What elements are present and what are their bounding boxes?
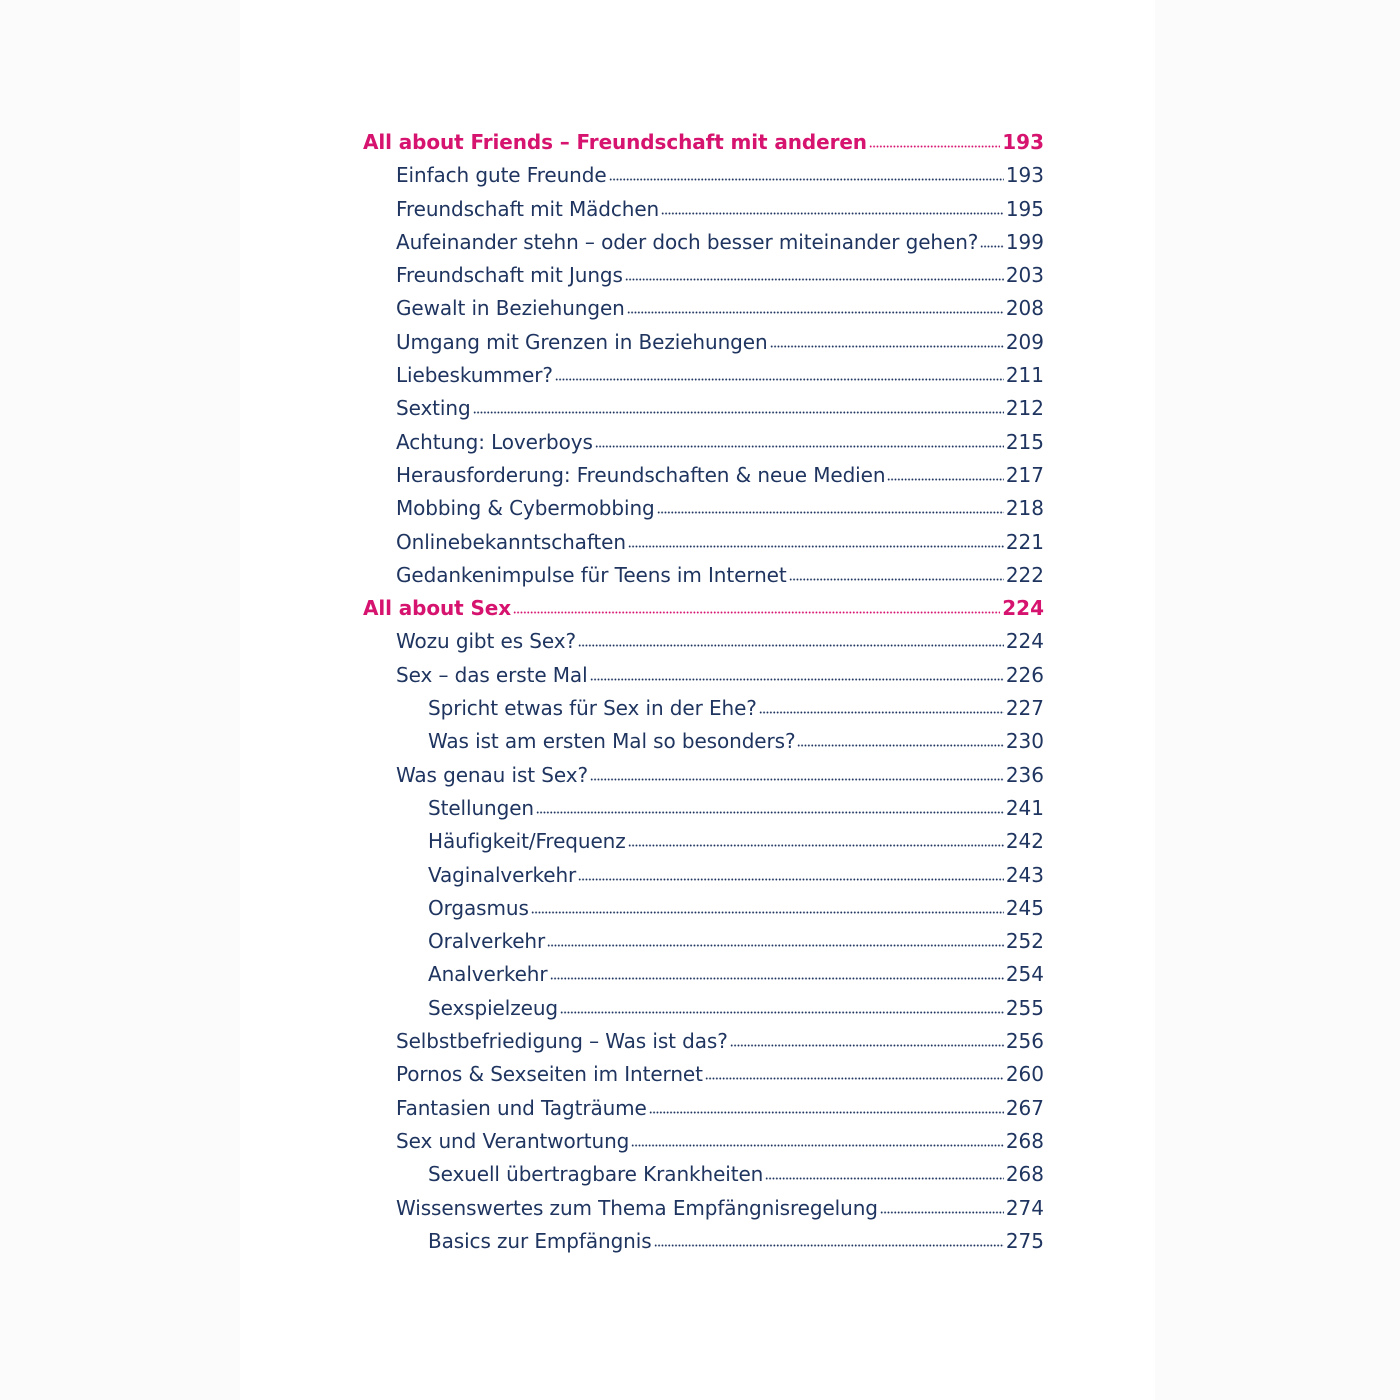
toc-entry [363,159,1044,192]
toc-page-number: 222 [1005,562,1044,587]
toc-page-number: 209 [1005,329,1044,354]
dot-leader [609,176,1004,181]
toc-subentry [363,1158,1044,1191]
toc-entry-title: Achtung: Loverboys [396,429,593,454]
toc-entry-title: Freundschaft mit Jungs [396,263,623,288]
toc-entry [363,1092,1044,1125]
dot-leader [980,243,1004,248]
dot-leader [631,1142,1004,1147]
dot-leader [705,1075,1004,1080]
toc-chapter-heading [363,126,1044,159]
toc-page-number: 195 [1005,196,1044,221]
toc-entry-title: Wissenswertes zum Thema Empfängnisregelung [396,1195,878,1220]
dot-leader [649,1109,1004,1114]
toc-entry-title: Liebeskummer? [396,363,553,388]
toc-subentry [363,958,1044,991]
dot-leader [869,143,1000,148]
toc-entry [363,659,1044,692]
toc-page-number: 208 [1005,296,1044,321]
toc-entry-title: Sexting [396,396,471,421]
dot-leader [590,676,1004,681]
toc-entry-title: Aufeinander stehn – oder doch besser miteinander gehen? [396,229,979,254]
toc-page-number: 256 [1005,1029,1044,1054]
toc-entry [363,193,1044,226]
toc-entry-title: All about Sex [363,596,512,621]
toc-page-number: 241 [1005,795,1044,820]
toc-entry [363,1025,1044,1058]
toc-entry [363,759,1044,792]
toc-entry-title: Sex – das erste Mal [396,662,588,687]
toc-entry-title: Fantasien und Tagträume [396,1095,647,1120]
dot-leader [578,642,1004,647]
toc-entry [363,492,1044,525]
toc-entry-title: Sex und Verantwortung [396,1128,630,1153]
toc-page-number: 275 [1005,1228,1044,1253]
toc-entry-title: Wozu gibt es Sex? [396,629,576,654]
dot-leader [627,309,1004,314]
toc-page-number: 203 [1005,263,1044,288]
toc-page-number: 243 [1005,862,1044,887]
toc-page-number: 274 [1005,1195,1044,1220]
table-of-contents [363,126,1044,1258]
dot-leader [657,509,1004,514]
toc-page-number: 268 [1005,1128,1044,1153]
toc-page-number: 224 [1005,629,1044,654]
toc-page-number: 221 [1005,529,1044,554]
toc-page-number: 226 [1005,662,1044,687]
toc-chapter-heading [363,592,1044,625]
dot-leader [887,476,1003,481]
toc-subentry [363,925,1044,958]
toc-page-number: 255 [1005,995,1044,1020]
dot-leader [547,942,1004,947]
toc-page-number: 211 [1005,363,1044,388]
toc-page-number: 254 [1005,962,1044,987]
toc-subentry [363,725,1044,758]
toc-entry-title: Umgang mit Grenzen in Beziehungen [396,329,768,354]
toc-page-number: 260 [1005,1062,1044,1087]
toc-entry [363,526,1044,559]
toc-entry-title: Spricht etwas für Sex in der Ehe? [428,696,757,721]
dot-leader [797,742,1003,747]
toc-entry-title: Analverkehr [428,962,548,987]
toc-page-number: 230 [1005,729,1044,754]
toc-entry [363,559,1044,592]
toc-entry-title: Sexuell übertragbare Krankheiten [428,1162,764,1187]
toc-entry-title: Einfach gute Freunde [396,163,607,188]
dot-leader [628,543,1004,548]
dot-leader [531,909,1004,914]
dot-leader [765,1175,1004,1180]
toc-subentry [363,792,1044,825]
toc-entry-title: Häufigkeit/Frequenz [428,829,626,854]
toc-entry [363,259,1044,292]
toc-subentry [363,992,1044,1025]
dot-leader [473,409,1004,414]
toc-page-number: 236 [1005,762,1044,787]
toc-entry-title: Was genau ist Sex? [396,762,588,787]
dot-leader [550,975,1004,980]
toc-page-number: 245 [1005,895,1044,920]
toc-entry-title: Stellungen [428,795,534,820]
toc-entry [363,392,1044,425]
toc-entry-title: Onlinebekanntschaften [396,529,626,554]
toc-subentry [363,859,1044,892]
toc-page-number: 218 [1005,496,1044,521]
toc-entry [363,426,1044,459]
toc-entry [363,1192,1044,1225]
toc-entry [363,459,1044,492]
toc-page-number: 267 [1005,1095,1044,1120]
toc-entry-title: Orgasmus [428,895,529,920]
toc-subentry [363,825,1044,858]
toc-subentry [363,1225,1044,1258]
toc-page-number: 193 [1005,163,1044,188]
toc-entry [363,292,1044,325]
dot-leader [595,443,1004,448]
toc-subentry [363,692,1044,725]
toc-entry [363,326,1044,359]
dot-leader [536,809,1004,814]
toc-page-number: 215 [1005,429,1044,454]
dot-leader [578,876,1004,881]
toc-entry-title: Vaginalverkehr [428,862,577,887]
dot-leader [625,276,1004,281]
dot-leader [590,776,1004,781]
toc-entry-title: Was ist am ersten Mal so besonders? [428,729,796,754]
toc-page-number: 217 [1005,462,1044,487]
dot-leader [654,1242,1004,1247]
dot-leader [555,376,1004,381]
dot-leader [628,842,1004,847]
toc-page-number: 268 [1005,1162,1044,1187]
toc-entry [363,226,1044,259]
dot-leader [513,609,1000,614]
toc-page-number: 193 [1002,130,1044,154]
dot-leader [789,576,1004,581]
toc-page-number: 242 [1005,829,1044,854]
toc-entry [363,359,1044,392]
toc-entry-title: Oralverkehr [428,929,546,954]
toc-entry-title: All about Friends – Freundschaft mit anderen [363,130,867,154]
toc-entry-title: Basics zur Empfängnis [428,1228,652,1253]
toc-entry-title: Pornos & Sexseiten im Internet [396,1062,703,1087]
toc-page-number: 252 [1005,929,1044,954]
toc-entry-title: Sexspielzeug [428,995,558,1020]
toc-entry [363,1058,1044,1091]
toc-entry-title: Freundschaft mit Mädchen [396,196,660,221]
toc-page-number: 199 [1005,229,1044,254]
toc-page-number: 212 [1005,396,1044,421]
toc-entry-title: Mobbing & Cybermobbing [396,496,655,521]
dot-leader [661,210,1004,215]
toc-entry [363,625,1044,658]
toc-subentry [363,892,1044,925]
toc-entry-title: Gedankenimpulse für Teens im Internet [396,562,787,587]
toc-page-number: 227 [1005,696,1044,721]
dot-leader [560,1009,1004,1014]
toc-entry-title: Selbstbefriedigung – Was ist das? [396,1029,728,1054]
dot-leader [730,1042,1004,1047]
toc-entry [363,1125,1044,1158]
dot-leader [880,1209,1004,1214]
dot-leader [770,343,1004,348]
dot-leader [759,709,1004,714]
toc-entry-title: Herausforderung: Freundschaften & neue Medien [396,462,886,487]
toc-entry-title: Gewalt in Beziehungen [396,296,625,321]
toc-page-number: 224 [1002,596,1044,621]
